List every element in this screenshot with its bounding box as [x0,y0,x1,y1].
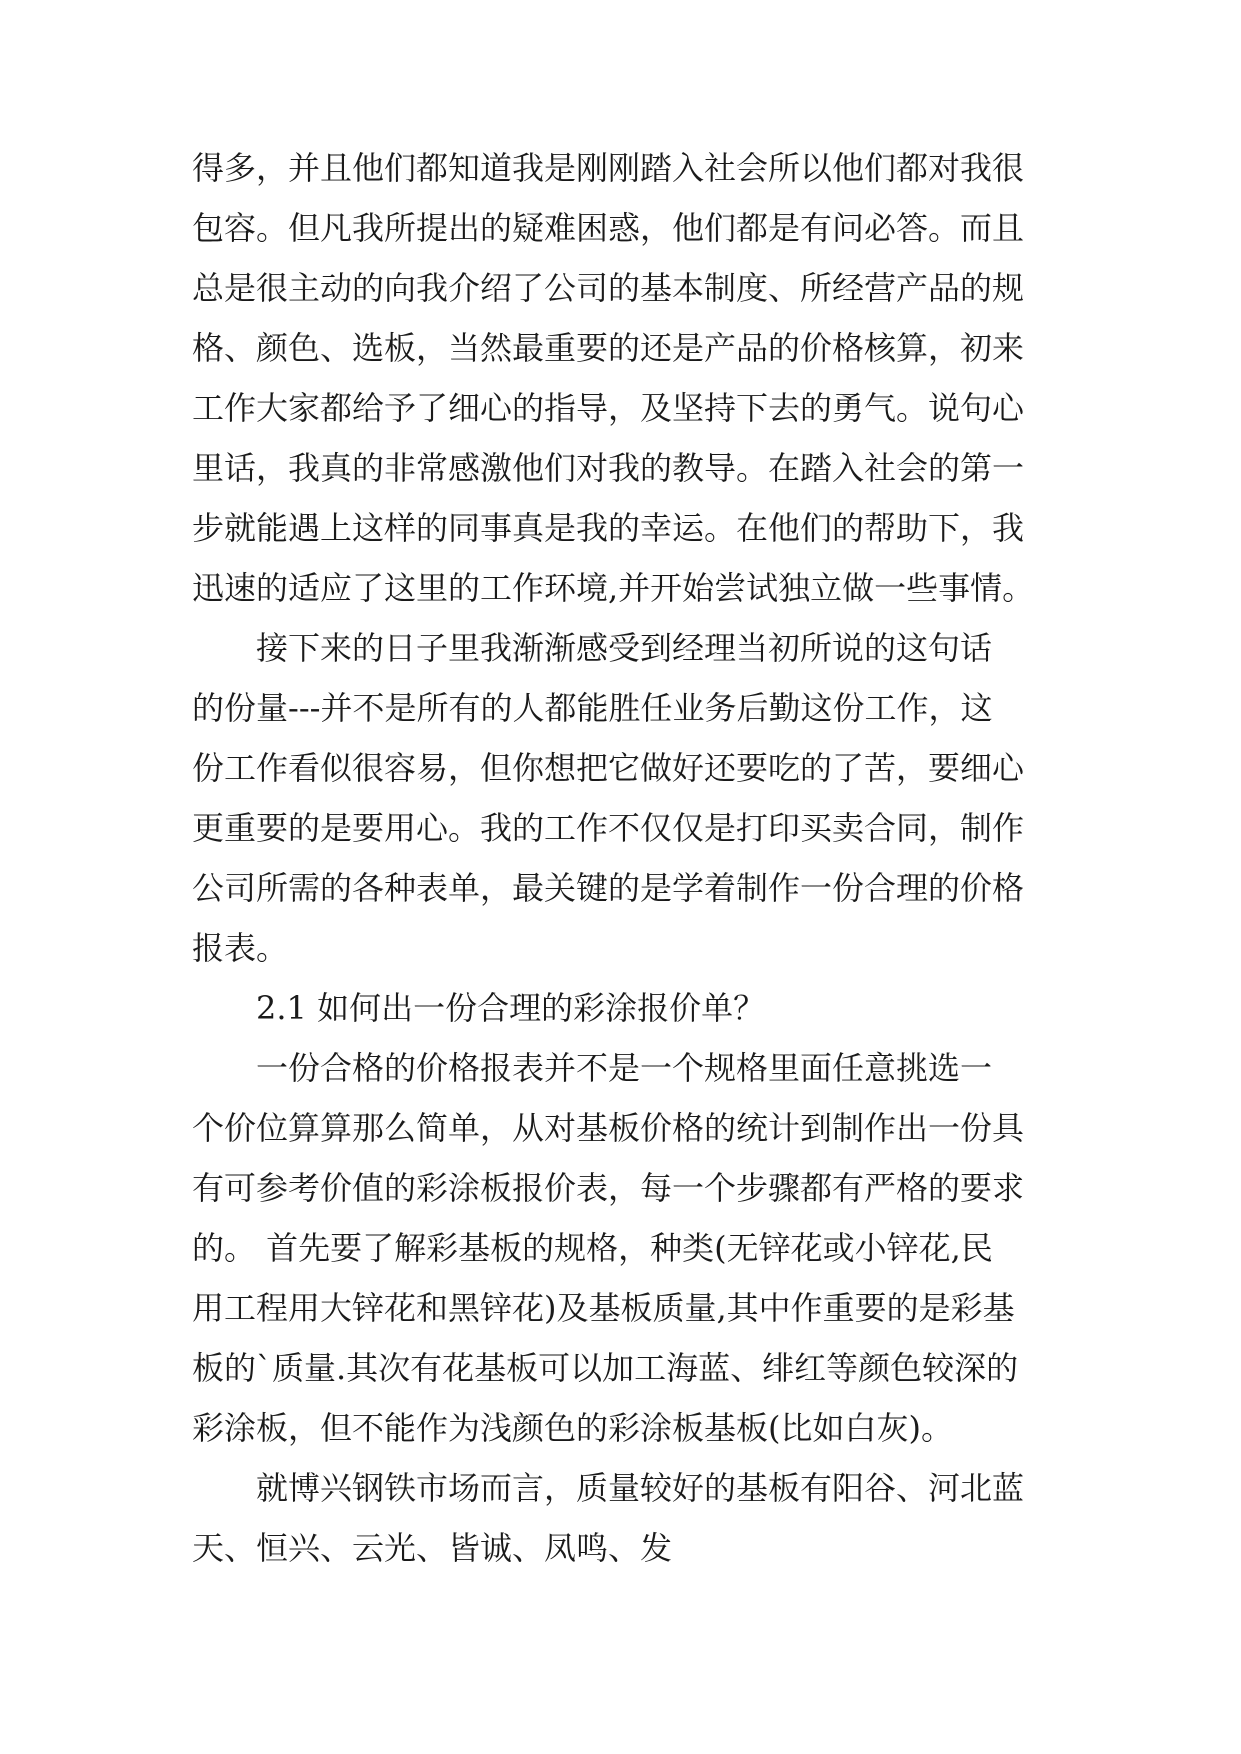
text-line: 板的`质量.其次有花基板可以加工海蓝、绯红等颜色较深的 [192,1349,1019,1387]
text-line: 份工作看似很容易，但你想把它做好还要吃的了苦，要细心 [192,749,1025,787]
text-line: 里话，我真的非常感激他们对我的教导。在踏入社会的第一 [192,449,1025,487]
text-line: 报表。 [192,929,289,967]
text-line: 公司所需的各种表单，最关键的是学着制作一份合理的价格 [192,869,1025,907]
text-line: 彩涂板，但不能作为浅颜色的彩涂板基板(比如白灰)。 [192,1409,953,1447]
text-line: 格、颜色、选板，当然最重要的还是产品的价格核算，初来 [192,329,1025,367]
text-line: 步就能遇上这样的同事真是我的幸运。在他们的帮助下，我 [192,509,1025,547]
text-line: 工作大家都给予了细心的指导，及坚持下去的勇气。说句心 [192,389,1025,427]
text-line: 得多，并且他们都知道我是刚刚踏入社会所以他们都对我很 [192,149,1025,187]
text-line: 用工程用大锌花和黑锌花)及基板质量,其中作重要的是彩基 [192,1289,1015,1327]
text-line: 总是很主动的向我介绍了公司的基本制度、所经营产品的规 [192,269,1025,307]
text-line: 的。 首先要了解彩基板的规格，种类(无锌花或小锌花,民 [192,1229,993,1267]
text-line: 的份量---并不是所有的人都能胜任业务后勤这份工作，这 [192,689,993,727]
text-line: 有可参考价值的彩涂板报价表，每一个步骤都有严格的要求 [192,1169,1025,1207]
text-line: 更重要的是要用心。我的工作不仅仅是打印买卖合同，制作 [192,809,1025,847]
section-heading: 2.1 如何出一份合理的彩涂报价单？ [256,989,766,1027]
paragraph-first-line: 就博兴钢铁市场而言，质量较好的基板有阳谷、河北蓝 [256,1469,1025,1507]
paragraph-first-line: 一份合格的价格报表并不是一个规格里面任意挑选一 [256,1049,993,1087]
text-line: 迅速的适应了这里的工作环境,并开始尝试独立做一些事情。 [192,569,1035,607]
text-line: 天、恒兴、云光、皆诚、凤鸣、发 [192,1529,673,1567]
text-line: 包容。但凡我所提出的疑难困惑，他们都是有问必答。而且 [192,209,1025,247]
paragraph-first-line: 接下来的日子里我渐渐感受到经理当初所说的这句话 [256,629,993,667]
text-line: 个价位算算那么简单，从对基板价格的统计到制作出一份具 [192,1109,1025,1147]
